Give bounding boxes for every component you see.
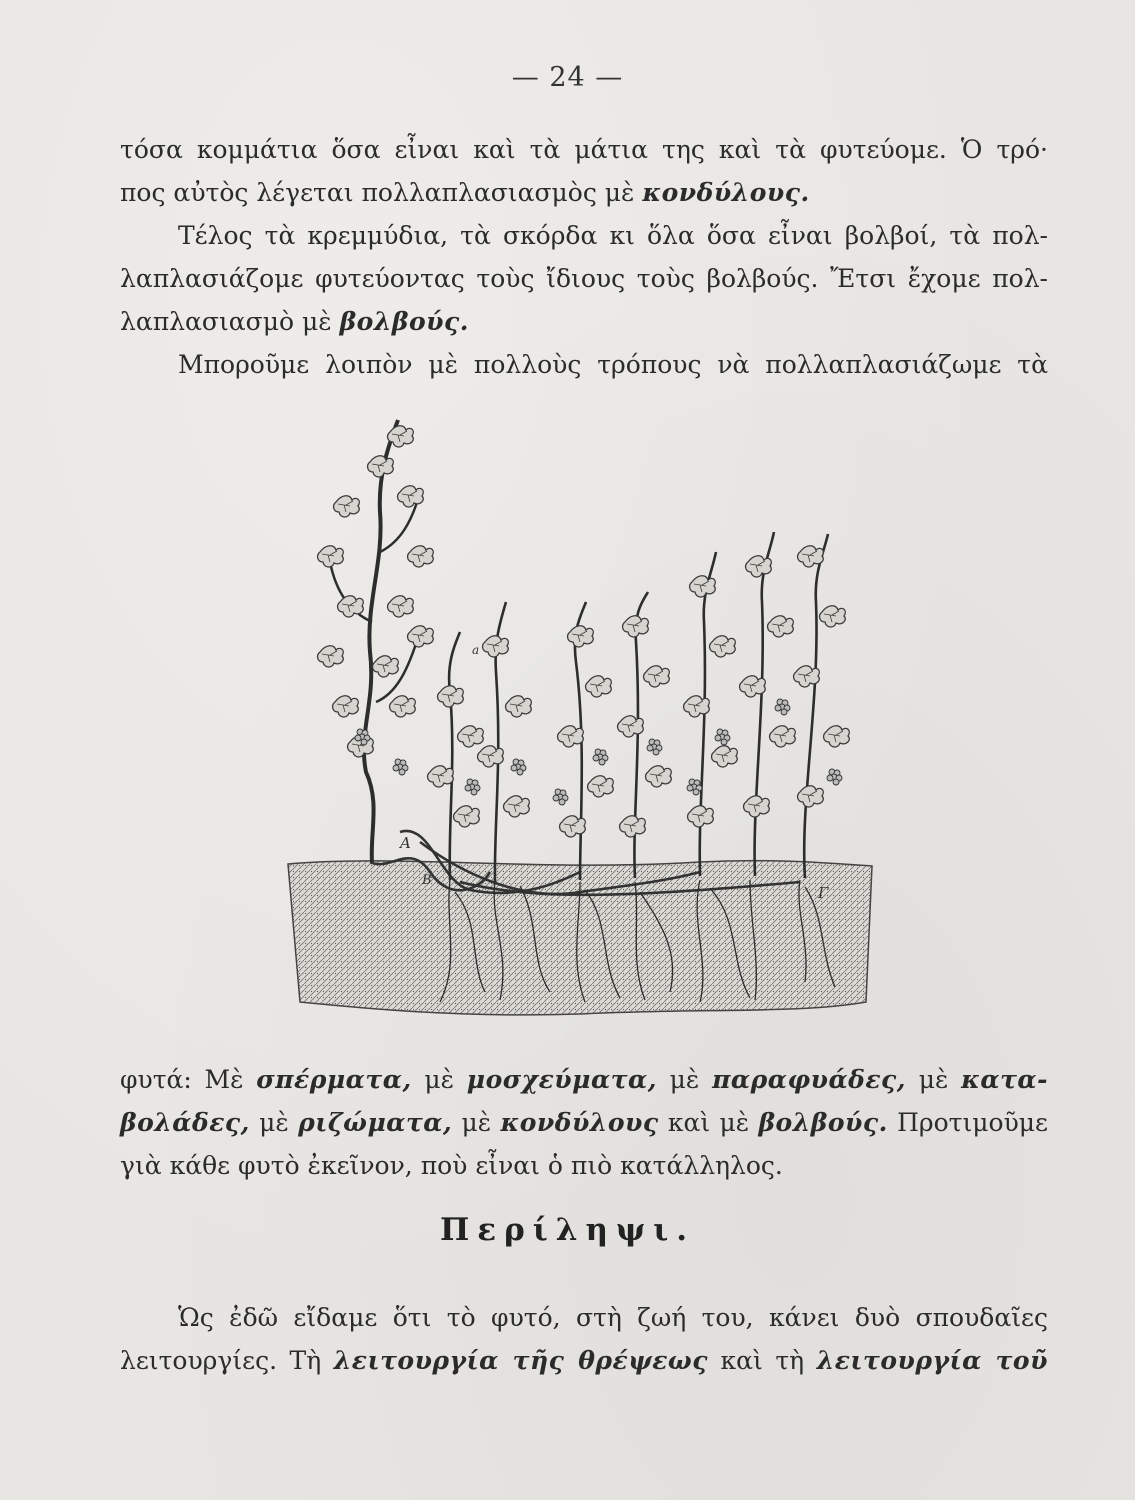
section-heading: Περίληψι.	[440, 1212, 695, 1248]
text-run: λαπλασιασμὸ μὲ	[120, 307, 340, 336]
text-line: Μποροῦμε λοιπὸν μὲ πολλοὺς τρόπους νὰ πολλαπλασιάζωμε τὰ	[178, 350, 1048, 379]
text-line	[120, 1058, 1048, 1101]
paragraph-bulbs	[120, 214, 1048, 343]
emphasis-term: μοσχεύματα,	[466, 1065, 657, 1094]
text-line: λαπλασιάζομε φυτεύοντας τοὺς ἴδιους τοὺς βολβούς. Ἔτσι ἔχομε πολ-	[120, 264, 1048, 293]
label-a: A	[400, 834, 411, 852]
text-run: μὲ	[656, 1065, 713, 1094]
emphasis-term: σπέρματα,	[256, 1065, 412, 1094]
text-line: Τέλος τὰ κρεμμύδια, τὰ σκόρδα κι ὅλα ὅσα εἶναι βολβοί, τὰ πολ-	[178, 221, 1048, 250]
emphasis-term: λειτουργία τοῦ	[816, 1346, 1048, 1375]
emphasis-term: λειτουργία τῆς θρέψεως	[333, 1346, 708, 1375]
text-run: καὶ τὴ	[707, 1346, 817, 1375]
text-line: γιὰ κάθε φυτὸ ἐκεῖνον, ποὺ εἶναι ὁ πιὸ κατάλληλος.	[120, 1151, 783, 1180]
emphasis-term: βολάδες,	[120, 1108, 250, 1137]
paragraph-tubers	[120, 128, 1048, 214]
text-run: μὲ	[905, 1065, 962, 1094]
label-g: Γ	[818, 884, 829, 902]
emphasis-term: βολβούς.	[339, 307, 469, 336]
text-line	[120, 300, 1048, 343]
vine-layering-illustration	[280, 402, 880, 1030]
text-run: μὲ	[249, 1108, 299, 1137]
young-vines	[428, 532, 850, 882]
emphasis-term: παραφυάδες,	[712, 1065, 906, 1094]
paragraph-methods-intro	[120, 343, 1048, 386]
text-run: λειτουργίες. Τὴ	[120, 1346, 334, 1375]
text-line: Ὡς ἐδῶ εἴδαμε ὅτι τὸ φυτό, στὴ ζωή του, κάνει δυὸ σπουδαῖες	[178, 1303, 1048, 1332]
page-number: — 24 —	[511, 62, 624, 93]
emphasis-term: κατα-	[961, 1065, 1049, 1094]
text-run: πος αὐτὸς λέγεται πολλαπλασιασμὸς μὲ	[120, 178, 643, 207]
emphasis-term: κονδύλους.	[642, 178, 810, 207]
label-small: a	[472, 643, 480, 657]
emphasis-term: ριζώματα,	[298, 1108, 453, 1137]
label-b: Β	[422, 873, 432, 888]
paragraph-methods-list	[120, 1058, 1048, 1187]
emphasis-term: κονδύλους	[500, 1108, 659, 1137]
text-run: μὲ	[452, 1108, 501, 1137]
text-run: μὲ	[411, 1065, 467, 1094]
text-line	[120, 171, 1048, 214]
text-run: Προτιμοῦμε	[887, 1108, 1048, 1137]
paragraph-summary	[120, 1296, 1048, 1382]
text-line	[120, 1101, 1048, 1144]
text-run: καὶ μὲ	[658, 1108, 759, 1137]
text-run: φυτά: Μὲ	[120, 1065, 257, 1094]
mother-vine	[318, 420, 434, 862]
emphasis-term: βολβούς.	[758, 1108, 888, 1137]
text-line: τόσα κομμάτια ὅσα εἶναι καὶ τὰ μάτια της καὶ τὰ φυτεύομε. Ὁ τρό·	[120, 135, 1048, 164]
text-line	[120, 1339, 1048, 1382]
